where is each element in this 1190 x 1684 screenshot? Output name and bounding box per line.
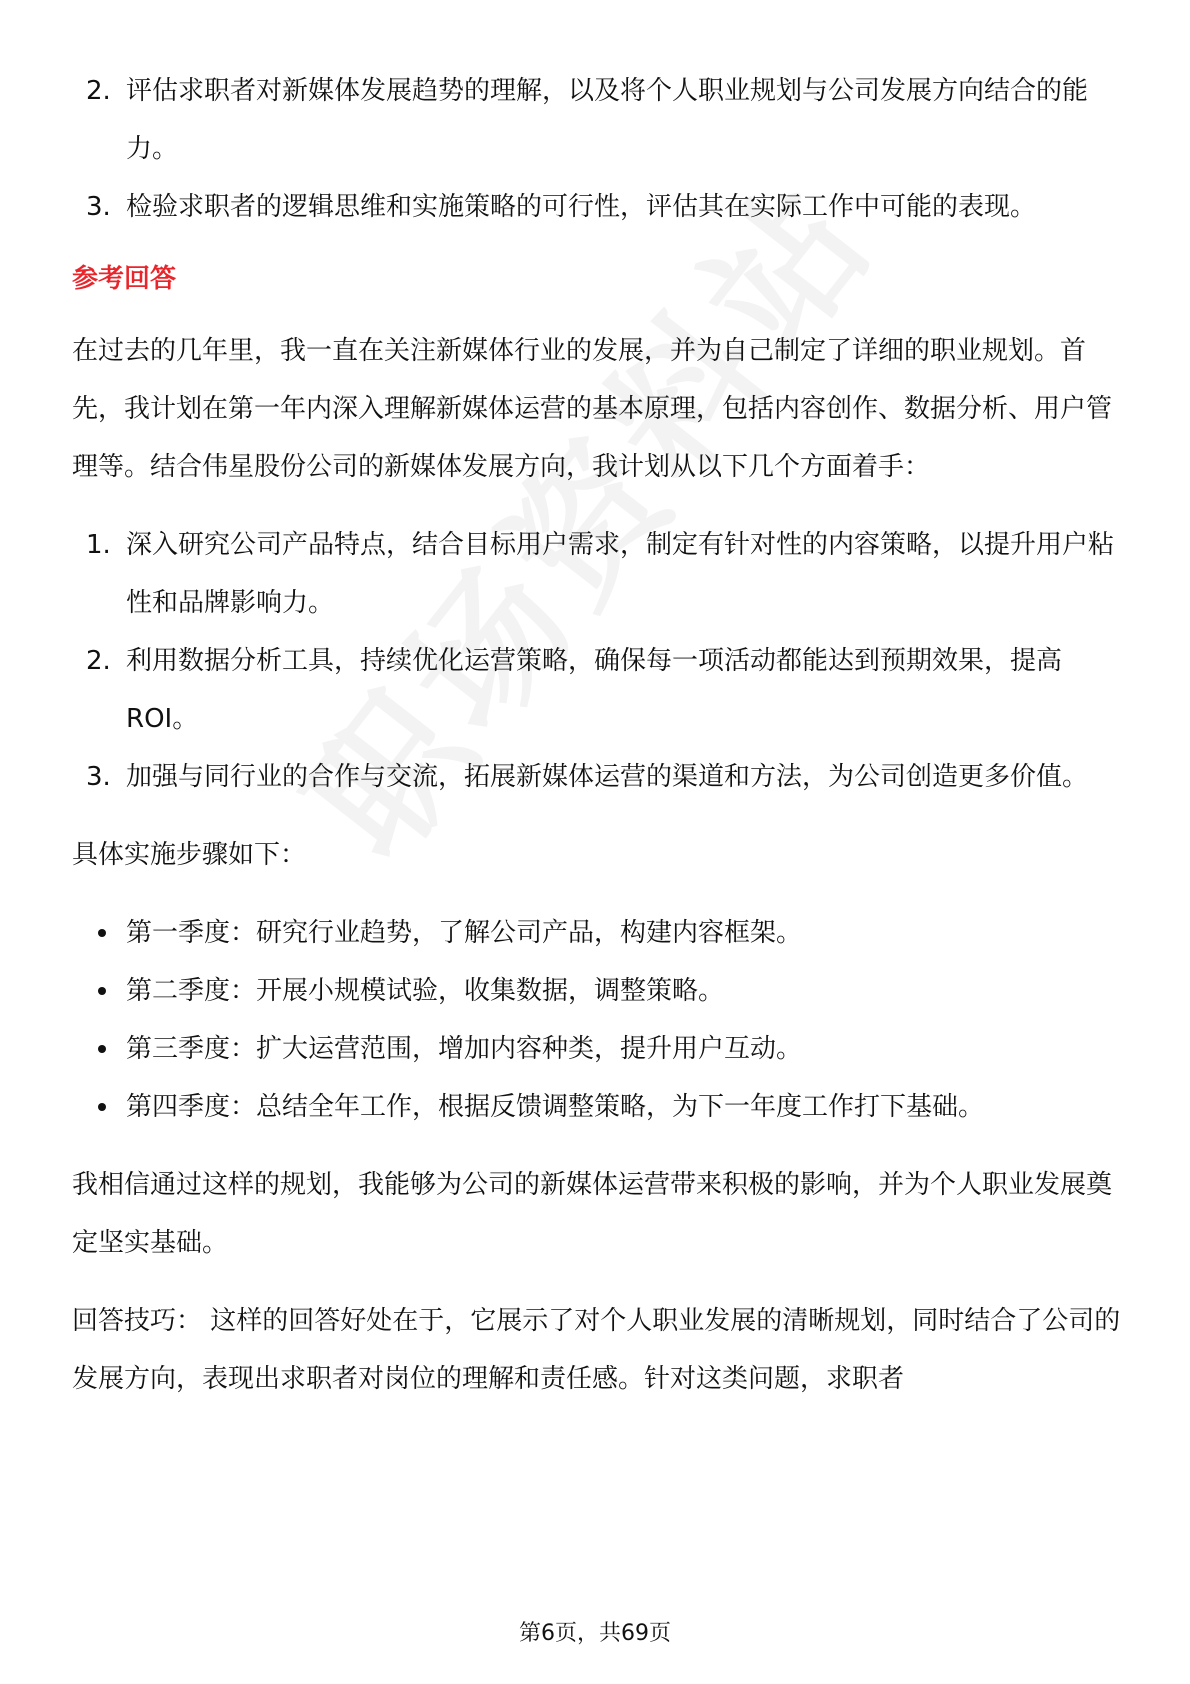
- list-item: [72, 516, 1122, 632]
- list-item: [72, 748, 1122, 806]
- list-item-number: 1.: [86, 530, 111, 560]
- bullet-item-text: 第三季度：扩大运营范围，增加内容种类，提升用户互动。: [126, 1034, 803, 1064]
- plan-list: [72, 516, 1122, 806]
- list-item: [72, 632, 1122, 748]
- steps-list: [72, 904, 1122, 1136]
- list-item: [72, 178, 1122, 236]
- list-item-text: 评估求职者对新媒体发展趋势的理解，以及将个人职业规划与公司发展方向结合的能力。: [126, 76, 1089, 164]
- bullet-dot-icon: [98, 929, 106, 937]
- tips-paragraph: 回答技巧： 这样的回答好处在于，它展示了对个人职业发展的清晰规划，同时结合了公司的发展方向，表现出求职者对岗位的理解和责任感。针对这类问题，求职者: [72, 1306, 1121, 1394]
- bullet-item-text: 第一季度：研究行业趋势，了解公司产品，构建内容框架。: [126, 918, 803, 948]
- section-heading: 参考回答: [72, 264, 177, 294]
- list-item-text: 利用数据分析工具，持续优化运营策略，确保每一项活动都能达到预期效果，提高ROI。: [126, 646, 1063, 734]
- evaluation-list: [72, 62, 1122, 236]
- list-item-text: 检验求职者的逻辑思维和实施策略的可行性，评估其在实际工作中可能的表现。: [126, 192, 1037, 222]
- closing-paragraph: 我相信通过这样的规划，我能够为公司的新媒体运营带来积极的影响，并为个人职业发展奠定坚实基础。: [72, 1170, 1113, 1258]
- list-item: [72, 62, 1122, 178]
- bullet-item-text: 第四季度：总结全年工作，根据反馈调整策略，为下一年度工作打下基础。: [126, 1092, 985, 1122]
- list-item-number: 3.: [86, 762, 111, 792]
- list-item-text: 加强与同行业的合作与交流，拓展新媒体运营的渠道和方法，为公司创造更多价值。: [126, 762, 1089, 792]
- bullet-item: [72, 1078, 1122, 1136]
- list-item-number: 2.: [86, 646, 111, 676]
- bullet-item-text: 第二季度：开展小规模试验，收集数据，调整策略。: [126, 976, 725, 1006]
- bullet-item: [72, 904, 1122, 962]
- list-item-number: 2.: [86, 76, 111, 106]
- page-content: [72, 62, 1122, 1408]
- bullet-dot-icon: [98, 1103, 106, 1111]
- intro-paragraph: 在过去的几年里，我一直在关注新媒体行业的发展，并为自己制定了详细的职业规划。首先，我计划在第一年内深入理解新媒体运营的基本原理，包括内容创作、数据分析、用户管理等。结合伟星股份公司的新媒体发展方向，我计划从以下几个方面着手：: [72, 336, 1113, 482]
- list-item-number: 3.: [86, 192, 111, 222]
- steps-heading: 具体实施步骤如下：: [72, 840, 307, 870]
- page-footer: 第6页，共69页: [519, 1621, 671, 1646]
- bullet-item: [72, 1020, 1122, 1078]
- bullet-dot-icon: [98, 1045, 106, 1053]
- bullet-dot-icon: [98, 987, 106, 995]
- bullet-item: [72, 962, 1122, 1020]
- list-item-text: 深入研究公司产品特点，结合目标用户需求，制定有针对性的内容策略，以提升用户粘性和品牌影响力。: [126, 530, 1115, 618]
